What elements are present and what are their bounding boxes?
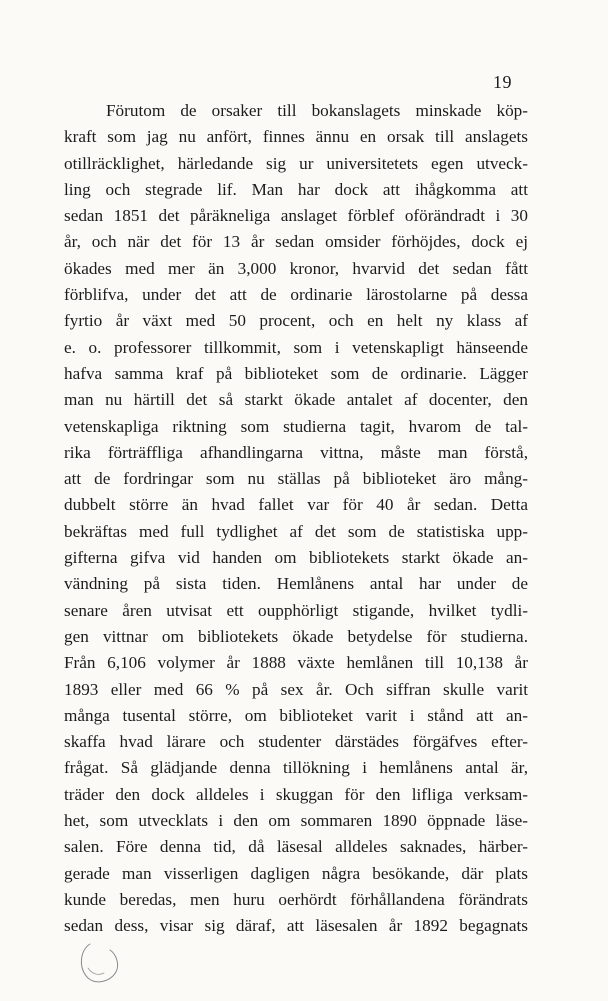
text-line: senare åren utvisat ett oupphörligt stigande, hvilket tydli-: [64, 600, 528, 620]
text-line: ling och stegrade lif. Man har dock att ihågkomma att: [64, 179, 528, 199]
text-line: e. o. professorer tillkommit, som i vetenskapligt hänseende: [64, 337, 528, 357]
page-number: 19: [493, 72, 512, 92]
text-line: förblifva, under det att de ordinarie lärostolarne på dessa: [64, 285, 528, 305]
text-line: gerade man visserligen dagligen några besökande, där plats: [64, 863, 528, 883]
text-line: många tusental större, om biblioteket varit i stånd att an-: [64, 705, 528, 725]
text-line: gifterna gifva vid handen om bibliotekets starkt ökade an-: [64, 548, 528, 568]
text-line: salen. Före denna tid, då läsesal alldeles saknades, härber-: [64, 837, 528, 857]
body-text: [64, 98, 528, 940]
text-line: år, och när det för 13 år sedan omsider förhöjdes, dock ej: [64, 232, 528, 252]
text-line: het, som utvecklats i den om sommaren 1890 öppnade läse-: [64, 811, 528, 831]
pencil-circle-mark: [76, 940, 122, 986]
text-line: att de fordringar som nu ställas på biblioteket äro mång-: [64, 469, 528, 489]
text-line: sedan dess, visar sig däraf, att läsesalen år 1892 begagnats: [64, 916, 528, 936]
text-line: vetenskapliga riktning som studierna tagit, hvarom de tal-: [64, 416, 528, 436]
text-line: frågat. Så glädjande denna tillökning i hemlånens antal är,: [64, 758, 528, 778]
text-line: fyrtio år växt med 50 procent, och en helt ny klass af: [64, 311, 528, 331]
text-line: dubbelt större än hvad fallet var för 40 år sedan. Detta: [64, 495, 528, 515]
text-line: Från 6,106 volymer år 1888 växte hemlånen till 10,138 år: [64, 653, 528, 673]
text-line: bekräftas med full tydlighet af det som de statistiska upp-: [64, 521, 528, 541]
text-line: Förutom de orsaker till bokanslagets minskade köp-: [106, 101, 528, 120]
text-line: 1893 eller med 66 % på sex år. Och siffran skulle varit: [64, 679, 528, 699]
text-line: otillräcklighet, härledande sig ur universitetets egen utveck-: [64, 153, 528, 173]
text-line: rika förträffliga afhandlingarna vittna, måste man förstå,: [64, 442, 528, 462]
text-line: skaffa hvad lärare och studenter därstädes förgäfves efter-: [64, 732, 528, 752]
text-line: sedan 1851 det påräkneliga anslaget förblef oförändradt i 30: [64, 206, 528, 226]
text-line: vändning på sista tiden. Hemlånens antal har under de: [64, 574, 528, 594]
text-line: gen vittnar om bibliotekets ökade betydelse för studierna.: [64, 626, 528, 646]
text-line: kunde beredas, men huru oerhördt förhållandena förändrats: [64, 889, 528, 909]
text-line: kraft som jag nu anfört, finnes ännu en orsak till anslagets: [64, 127, 528, 147]
text-line: hafva samma kraf på biblioteket som de ordinarie. Lägger: [64, 363, 528, 383]
text-line: ökades med mer än 3,000 kronor, hvarvid det sedan fått: [64, 258, 528, 278]
text-line: man nu härtill det så starkt ökade antalet af docenter, den: [64, 390, 528, 410]
text-line: träder den dock alldeles i skuggan för den lifliga verksam-: [64, 784, 528, 804]
